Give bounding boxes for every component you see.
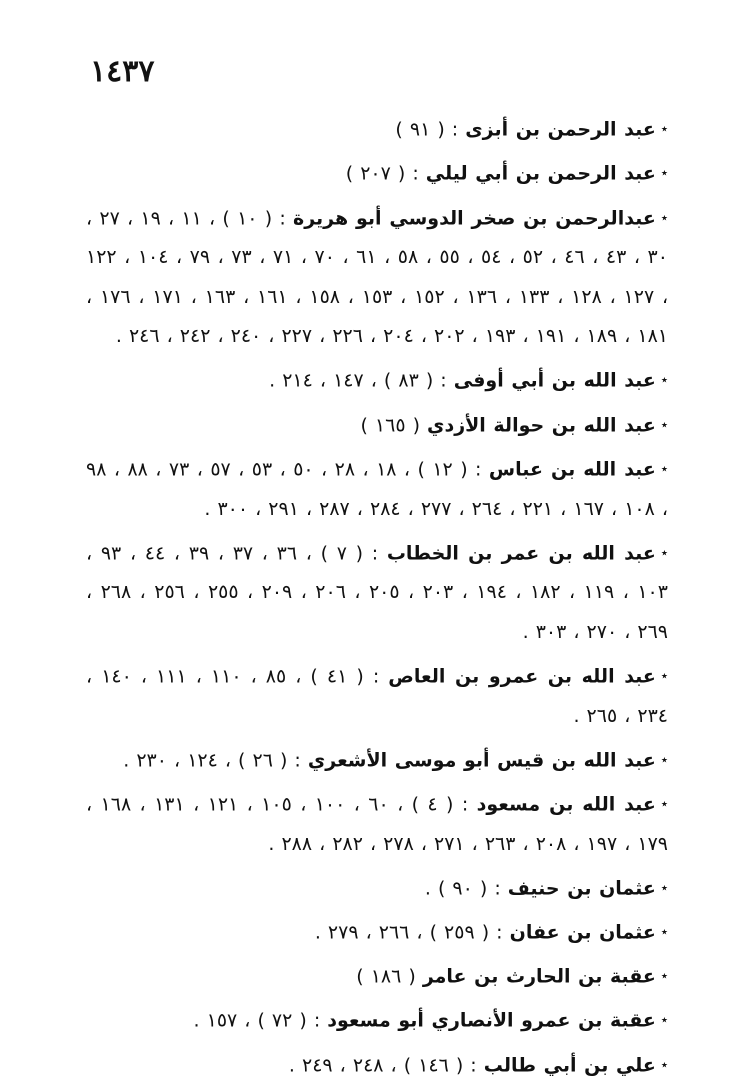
bullet-icon: ٭ xyxy=(660,210,669,226)
entry-refs: ( ١٦٥ ) xyxy=(360,413,428,436)
index-entry xyxy=(86,785,668,864)
entry-refs: : ( ٢٦ ) ، ١٢٤ ، ٢٣٠ . xyxy=(123,748,308,771)
entry-name: عبد الله بن أبي أوفى xyxy=(453,369,656,392)
index-entry xyxy=(86,741,668,781)
entry-name: عبد الرحمن بن أبزى xyxy=(465,118,656,141)
bullet-icon: ٭ xyxy=(660,545,668,561)
entry-refs: : ( ٨٣ ) ، ١٤٧ ، ٢١٤ . xyxy=(269,369,454,392)
index-entry xyxy=(86,154,668,194)
index-entry xyxy=(86,913,668,953)
bullet-icon: ٭ xyxy=(660,668,669,684)
bullet-icon: ٭ xyxy=(660,924,668,940)
entry-refs: : ( ٧٢ ) ، ١٥٧ . xyxy=(193,1009,328,1032)
entry-refs: : ( ٢٥٩ ) ، ٢٦٦ ، ٢٧٩ . xyxy=(314,921,510,943)
entry-refs: : ( ٤ ) ، ٦٠ ، ١٠٠ ، ١٠٥ ، ١٢١ ، ١٣١ ، ١٦٨ ، ١٧٩ ، ١٩٧ ، ٢٠٨ ، ٢٦٣ ، ٢٧١ ، ٢٧٨ ، ٢٨٢ ، ٢٨٨ . xyxy=(86,793,668,855)
entry-name: عبد الله بن عمر بن الخطاب xyxy=(386,541,656,564)
entry-refs: : ( ١٢ ) ، ١٨ ، ٢٨ ، ٥٠ ، ٥٣ ، ٥٧ ، ٧٣ ، ٨٨ ، ٩٨ ، ١٠٨ ، ١٦٧ ، ٢٢١ ، ٢٦٤ ، ٢٧٧ ، ٢٨٤ ، ٢٨٧ ، ٢٩١ ، ٣٠٠ . xyxy=(86,458,668,520)
index-entry xyxy=(86,1046,668,1086)
entry-refs: : ( ٢٠٧ ) xyxy=(345,162,426,185)
entry-refs: : ( ٤١ ) ، ٨٥ ، ١١٠ ، ١١١ ، ١٤٠ ، ٢٣٤ ، ٢٦٥ . xyxy=(86,665,668,727)
index-entry xyxy=(86,199,668,357)
entry-name: عقبة بن الحارث بن عامر xyxy=(422,965,656,988)
index-entry xyxy=(86,1001,668,1041)
entry-refs: : ( ١٤٦ ) ، ٢٤٨ ، ٢٤٩ . xyxy=(288,1053,484,1076)
index-entry xyxy=(86,534,668,653)
entry-name: عبد الله بن عمرو بن العاص xyxy=(388,665,656,687)
entry-name: عبد الله بن حوالة الأزدي xyxy=(427,413,656,436)
bullet-icon: ٭ xyxy=(660,969,668,984)
entry-name: عبد الله بن مسعود xyxy=(476,793,656,815)
index-entry xyxy=(86,450,668,529)
bullet-icon: ٭ xyxy=(660,373,668,389)
bullet-icon: ٭ xyxy=(660,752,668,768)
entry-refs: ( ١٨٦ ) xyxy=(356,965,423,988)
bullet-icon: ٭ xyxy=(660,166,668,182)
bullet-icon: ٭ xyxy=(660,880,668,896)
bullet-icon: ٭ xyxy=(660,1057,668,1073)
index-list xyxy=(86,110,668,1090)
bullet-icon: ٭ xyxy=(660,122,668,137)
entry-name: عثمان بن عفان xyxy=(509,921,656,943)
bullet-icon: ٭ xyxy=(660,461,668,477)
entry-name: عثمان بن حنيف xyxy=(507,876,656,899)
bullet-icon: ٭ xyxy=(660,796,668,812)
index-entry xyxy=(86,361,668,401)
index-entry xyxy=(86,657,668,736)
entry-name: عقبة بن عمرو الأنصاري أبو مسعود xyxy=(327,1009,656,1032)
entry-refs: : ( ١٠ ) ، ١١ ، ١٩ ، ٢٧ ، ٣٠ ، ٤٣ ، ٤٦ ، ٥٢ ، ٥٤ ، ٥٥ ، ٥٨ ، ٦١ ، ٧٠ ، ٧١ ، ٧٣ ، ٧٩ ، ١٠٤ ، ١٢٢ ، ١٢٧ ، ١٢٨ ، ١٣٣ ، ١٣٦ ، ١٥٢ ، ١٥٣ ، ١٥٨ ، ١٦١ ، ١٦٣ ، ١٧١ ، ١٧٦ ، ١٨١ ، ١٨٩ ، ١٩١ ، ١٩٣ ، ٢٠٢ ، ٢٠٤ ، ٢٢٦ ، ٢٢٧ ، ٢٤٠ ، ٢٤٢ ، ٢٤٦ . xyxy=(86,206,669,348)
entry-refs: : ( ٩١ ) xyxy=(395,118,466,141)
entry-name: عبد الله بن قيس أبو موسى الأشعري xyxy=(307,748,656,771)
index-entry xyxy=(86,957,668,997)
index-entry xyxy=(86,406,668,446)
entry-refs: : ( ٧ ) ، ٣٦ ، ٣٧ ، ٣٩ ، ٤٤ ، ٩٣ ، ١٠٣ ، ١١٩ ، ١٨٢ ، ١٩٤ ، ٢٠٣ ، ٢٠٥ ، ٢٠٦ ، ٢٠٩ ، ٢٥٥ ، ٢٥٦ ، ٢٦٨ ، ٢٦٩ ، ٢٧٠ ، ٣٠٣ . xyxy=(86,541,668,643)
entry-name: عبد الله بن عباس xyxy=(488,458,656,480)
entry-refs: : ( ٩٠ ) . xyxy=(424,876,508,899)
bullet-icon: ٭ xyxy=(660,417,668,433)
bullet-icon: ٭ xyxy=(660,1013,668,1029)
page-number: ١٤٣٧ xyxy=(90,54,155,89)
index-entry xyxy=(86,110,668,150)
entry-name: عبد الرحمن بن أبي ليلي xyxy=(425,162,656,185)
index-entry xyxy=(86,869,668,909)
entry-name: عبدالرحمن بن صخر الدوسي أبو هريرة xyxy=(293,206,656,229)
entry-name: علي بن أبي طالب xyxy=(483,1053,656,1076)
